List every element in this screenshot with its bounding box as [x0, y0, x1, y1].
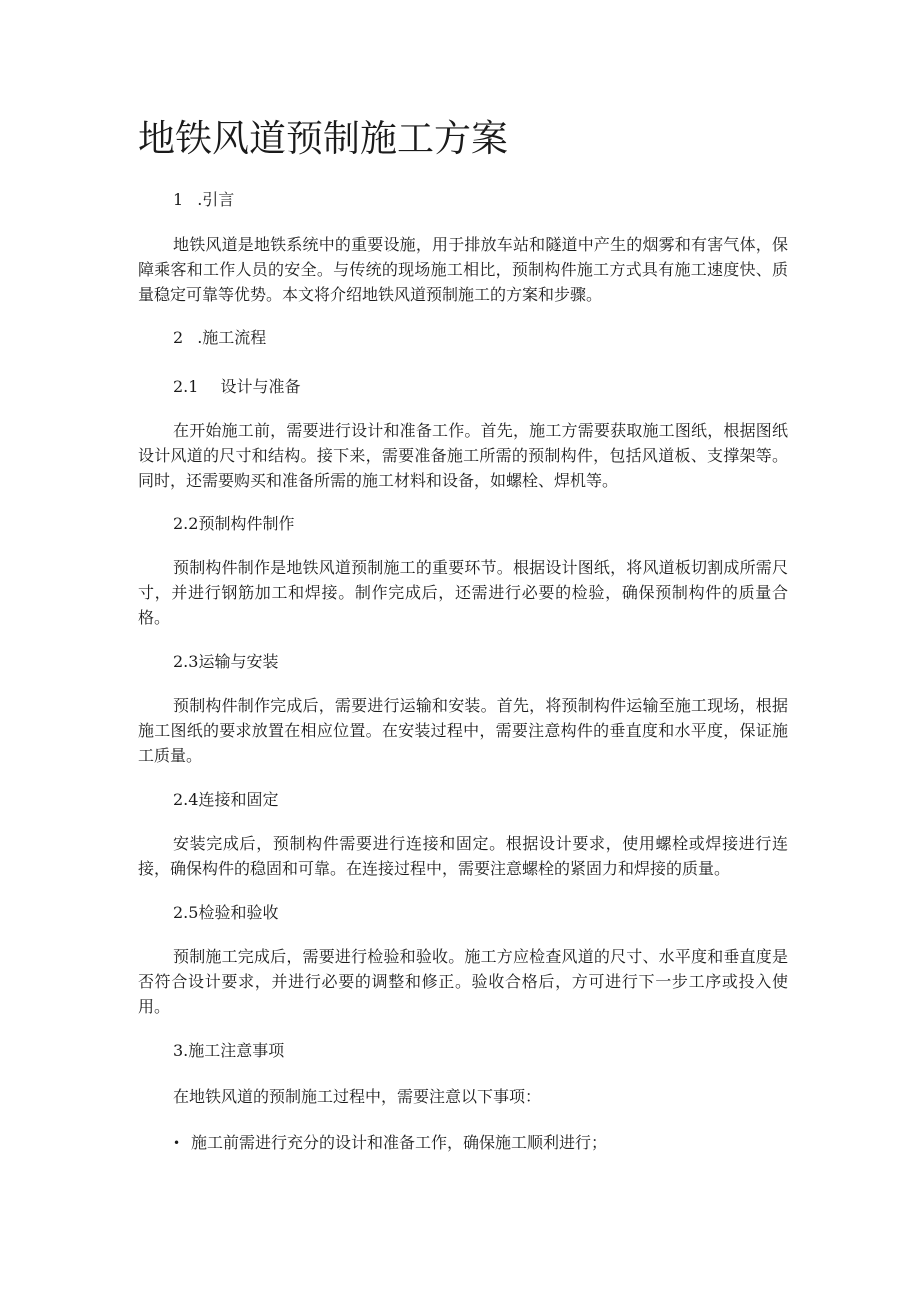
list-item-text: 施工前需进行充分的设计和准备工作，确保施工顺利进行；: [191, 1133, 608, 1152]
paragraph-2-4: 安装完成后，预制构件需要进行连接和固定。根据设计要求，使用螺栓或焊接进行连接，确保构件的稳固和可靠。在连接过程中，需要注意螺栓的紧固力和焊接的质量。: [138, 834, 788, 878]
section-number: 2.1: [173, 377, 199, 396]
paragraph-2-3: 预制构件制作完成后，需要进行运输和安装。首先，将预制构件运输至施工现场，根据施工图纸的要求放置在相应位置。在安装过程中，需要注意构件的垂直度和水平度，保证施工质量。: [138, 696, 788, 765]
section-heading-2-5: 2.5检验和验收: [173, 903, 279, 922]
section-number: 2: [173, 328, 184, 347]
notes-intro: 在地铁风道的预制施工过程中，需要注意以下事项：: [173, 1087, 542, 1106]
section-heading-2-3: 2.3运输与安装: [173, 652, 279, 671]
section-heading-process: [173, 326, 266, 350]
section-heading-2-2: 2.2预制构件制作: [173, 514, 295, 533]
paragraph-2-1: 在开始施工前，需要进行设计和准备工作。首先，施工方需要获取施工图纸，根据图纸设计风道的尺寸和结构。接下来，需要准备施工所需的预制构件，包括风道板、支撑架等。同时，还需要购买和准备所需的施工材料和设备，如螺栓、焊机等。: [138, 421, 788, 490]
paragraph-2-5: 预制施工完成后，需要进行检验和验收。施工方应检查风道的尺寸、水平度和垂直度是否符合设计要求，并进行必要的调整和修正。验收合格后，方可进行下一步工序或投入使用。: [138, 947, 788, 1016]
section-heading-2-1: [173, 375, 300, 399]
section-heading-intro: [173, 188, 234, 212]
section-title: .引言: [197, 190, 235, 209]
list-item: [173, 1131, 607, 1155]
section-title: .施工流程: [197, 328, 267, 347]
section-number: 1: [173, 190, 184, 209]
section-heading-2-4: 2.4连接和固定: [173, 790, 279, 809]
document-title: 地铁风道预制施工方案: [138, 117, 508, 160]
bullet-icon: •: [173, 1136, 181, 1150]
section-heading-notes: 3.施工注意事项: [173, 1041, 285, 1060]
paragraph-2-2: 预制构件制作是地铁风道预制施工的重要环节。根据设计图纸，将风道板切割成所需尺寸，并进行钢筋加工和焊接。制作完成后，还需进行必要的检验，确保预制构件的质量合格。: [138, 558, 788, 627]
paragraph-intro: 地铁风道是地铁系统中的重要设施，用于排放车站和隧道中产生的烟雾和有害气体，保障乘客和工作人员的安全。与传统的现场施工相比，预制构件施工方式具有施工速度快、质量稳定可靠等优势。本文将介绍地铁风道预制施工的方案和步骤。: [138, 235, 788, 304]
section-title: 设计与准备: [220, 377, 301, 396]
